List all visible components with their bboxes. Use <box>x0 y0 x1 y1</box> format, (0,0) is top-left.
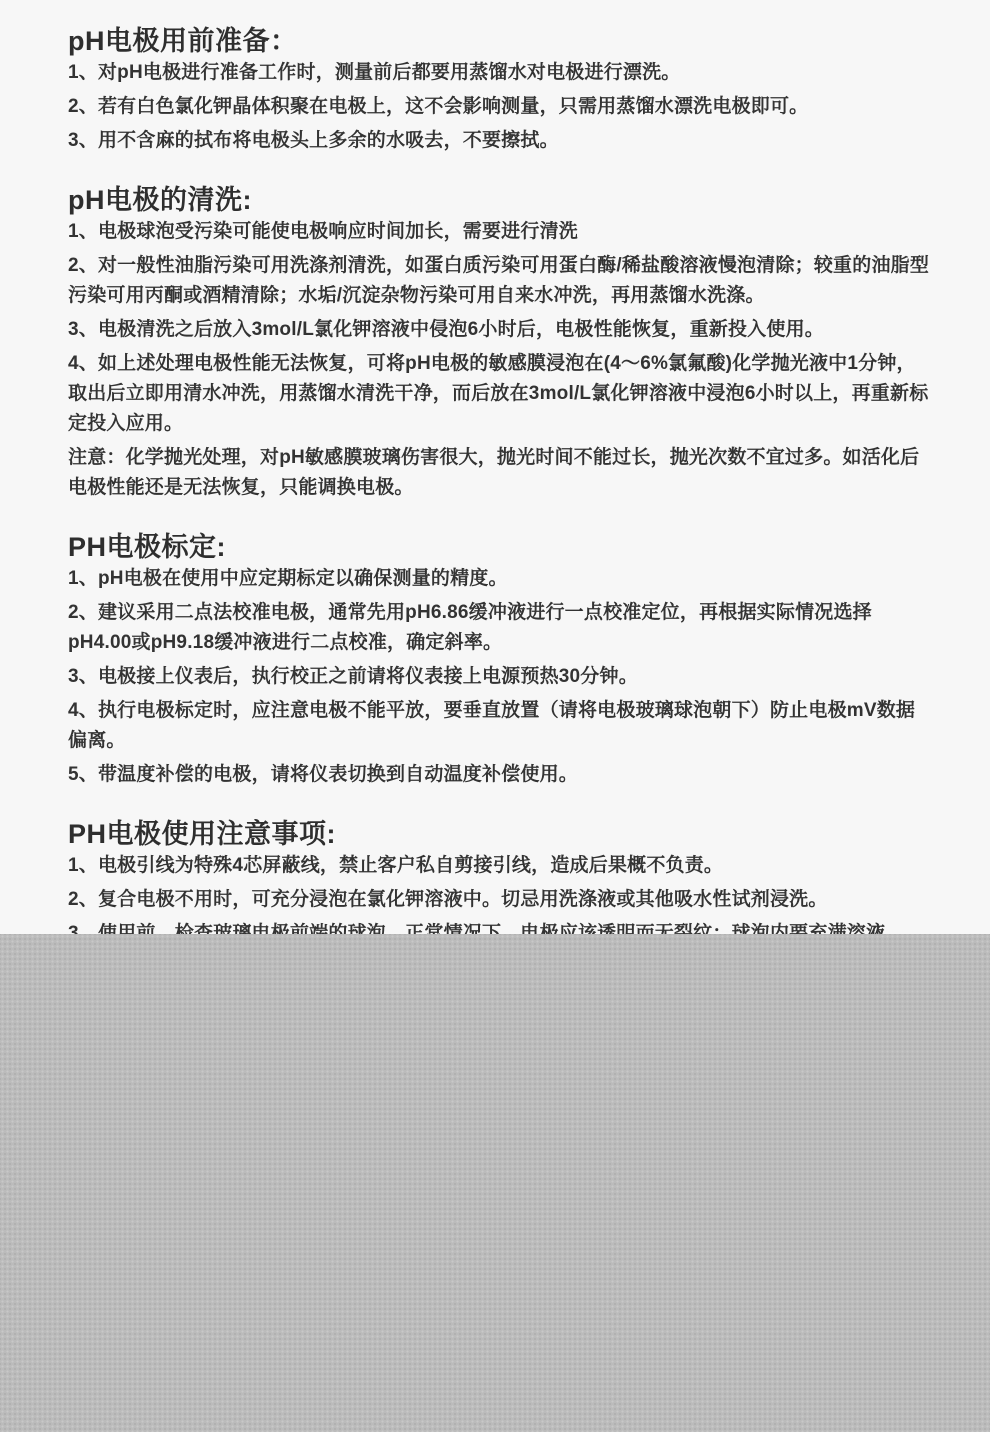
calibration-item-1: 1、pH电极在使用中应定期标定以确保测量的精度。 <box>68 568 508 589</box>
calibration-item-3: 3、电极接上仪表后，执行校正之前请将仪表接上电源预热30分钟。 <box>68 666 638 687</box>
calibration-item-4: 4、执行电极标定时，应注意电极不能平放，要垂直放置（请将电极玻璃球泡朝下）防止电极mV数据偏离。 <box>68 700 916 751</box>
precautions-item-2: 2、复合电极不用时，可充分浸泡在氯化钾溶液中。切忌用洗涤液或其他吸水性试剂浸洗。 <box>68 889 828 910</box>
section-title-cleaning: pH电极的清洗: <box>68 185 252 215</box>
preparation-item-2: 2、若有白色氯化钾晶体积聚在电极上，这不会影响测量，只需用蒸馏水漂洗电极即可。 <box>68 96 809 117</box>
calibration-item-2: 2、建议采用二点法校准电极，通常先用pH6.86缓冲液进行一点校准定位，再根据实际情况选择pH4.00或pH9.18缓冲液进行二点校准，确定斜率。 <box>68 602 872 653</box>
section-title-calibration: PH电极标定: <box>68 532 226 562</box>
image-loading-placeholder <box>0 934 990 1432</box>
cleaning-item-4: 4、如上述处理电极性能无法恢复，可将pH电极的敏感膜浸泡在(4～6%氯氟酸)化学抛光液中1分钟，取出后立即用清水冲洗，用蒸馏水清洗干净，而后放在3mol/L氯化钾溶液中浸泡6小时以上，再重新标定投入应用。 <box>68 353 929 434</box>
cleaning-item-2: 2、对一般性油脂污染可用洗涤剂清洗，如蛋白质污染可用蛋白酶/稀盐酸溶液慢泡清除；较重的油脂型污染可用丙酮或酒精清除；水垢/沉淀杂物污染可用自来水冲洗，再用蒸馏水洗涤。 <box>68 255 930 306</box>
cleaning-item-3: 3、电极清洗之后放入3mol/L氯化钾溶液中侵泡6小时后，电极性能恢复，重新投入使用。 <box>68 319 824 340</box>
precautions-item-1: 1、电极引线为特殊4芯屏蔽线，禁止客户私自剪接引线，造成后果概不负责。 <box>68 855 724 876</box>
preparation-item-1: 1、对pH电极进行准备工作时，测量前后都要用蒸馏水对电极进行漂洗。 <box>68 62 681 83</box>
section-title-precautions: PH电极使用注意事项: <box>68 819 336 849</box>
cleaning-note: 注意：化学抛光处理，对pH敏感膜玻璃伤害很大，抛光时间不能过长，抛光次数不宜过多。如活化后电极性能还是无法恢复，只能调换电极。 <box>68 447 920 498</box>
calibration-item-5: 5、带温度补偿的电极，请将仪表切换到自动温度补偿使用。 <box>68 764 578 785</box>
cleaning-item-1: 1、电极球泡受污染可能使电极响应时间加长，需要进行清洗 <box>68 221 578 242</box>
preparation-item-3: 3、用不含麻的拭布将电极头上多余的水吸去，不要擦拭。 <box>68 130 559 151</box>
section-title-preparation: pH电极用前准备： <box>68 26 298 56</box>
